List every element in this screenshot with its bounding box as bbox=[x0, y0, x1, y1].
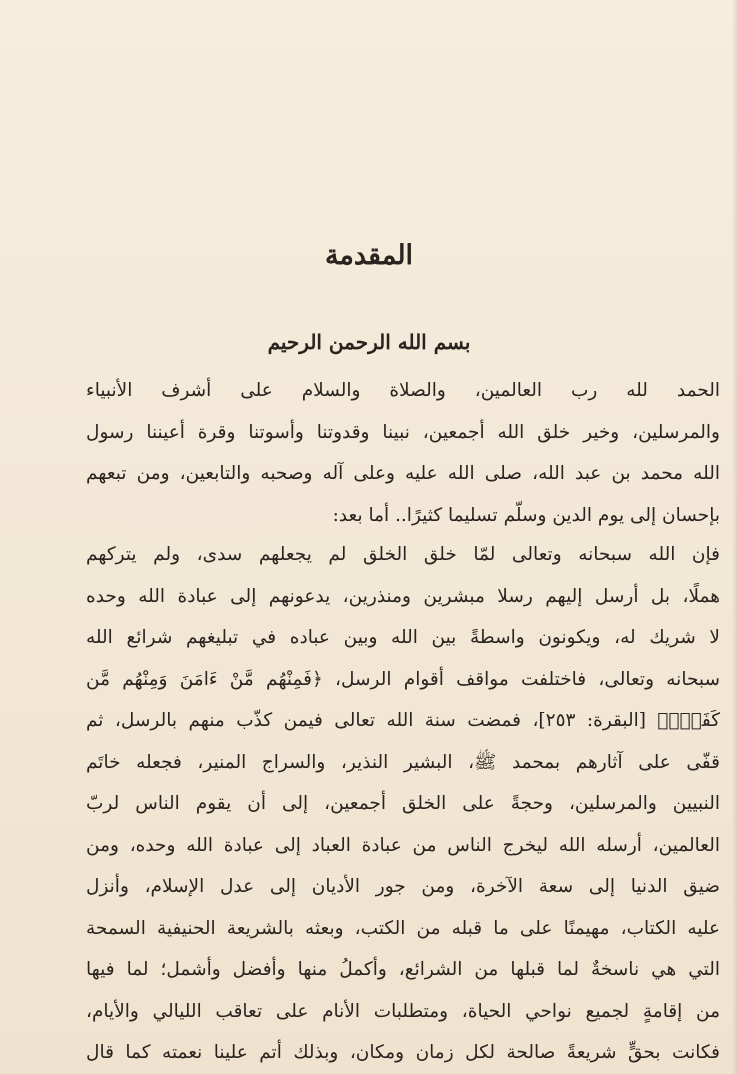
text-line: قفّى على آثارهم بمحمد ﷺ، البشير النذير، والسراج المنير، فجعله خاتَم bbox=[86, 751, 720, 773]
text-line: لا شريك له، ويكونون واسطةً بين الله وبين عباده في تبليغهم شرائع الله bbox=[86, 627, 720, 648]
text-line: كَفَرَۚ﴾ [البقرة: ٢٥٣]، فمضت سنة الله تعالى فيمن كذّب منهم بالرسل، ثم bbox=[86, 710, 720, 731]
text-line: الله محمد بن عبد الله، صلى الله عليه وعلى آله وصحبه والتابعين، ومن تبعهم bbox=[86, 463, 720, 484]
text-line: بإحسان إلى يوم الدين وسلّم تسليما كثيرًا.. أما بعد: bbox=[332, 504, 720, 526]
text-line: فكانت بحقٍّ شريعةً صالحة لكل زمان ومكان، وبذلك أتم علينا نعمته كما قال bbox=[86, 1042, 720, 1063]
basmala-heading: بسم الله الرحمن الرحيم bbox=[267, 330, 471, 354]
text-line: والمرسلين، وخير خلق الله أجمعين، نبينا وقدوتنا وأسوتنا وقرة أعيننا رسول bbox=[86, 421, 720, 443]
text-line: هملًا، بل أرسل إليهم رسلا مبشرين ومنذرين، يدعونهم إلى عبادة الله وحده bbox=[86, 585, 720, 607]
text-line: عليه الكتاب، مهيمنًا على ما قبله من الكتب، وبعثه بالشريعة الحنيفية السمحة bbox=[86, 917, 720, 939]
opening-paragraph bbox=[86, 370, 720, 536]
chapter-title: المقدمة bbox=[324, 240, 414, 271]
body-paragraph bbox=[86, 534, 720, 1074]
text-line: ضيق الدنيا إلى سعة الآخرة، ومن جور الأديان إلى عدل الإسلام، وأنزل bbox=[86, 876, 720, 897]
text-line: من إقامةٍ لجميع نواحي الحياة، ومتطلبات الأنام على تعاقب الليالي والأيام، bbox=[86, 1000, 720, 1022]
text-line: التي هي ناسخةٌ لما قبلها من الشرائع، وأكملُ منها وأفضل وأشمل؛ لما فيها bbox=[86, 959, 720, 980]
text-line: الحمد لله رب العالمين، والصلاة والسلام على أشرف الأنبياء bbox=[86, 380, 720, 401]
text-line: فإن الله سبحانه وتعالى لمّا خلق الخلق لم يجعلهم سدى، ولم يتركهم bbox=[86, 544, 720, 565]
text-line: العالمين، أرسله الله ليخرج الناس من عبادة العباد إلى عبادة الله وحده، ومن bbox=[86, 834, 720, 856]
text-line: سبحانه وتعالى، فاختلفت مواقف أقوام الرسل، ﴿فَمِنْهُم مَّنْ ءَامَنَ وَمِنْهُم مَّن bbox=[86, 668, 720, 690]
text-line: النبيين والمرسلين، وحجةً على الخلق أجمعين، إلى أن يقوم الناس لربّ bbox=[86, 793, 720, 814]
page-edge-shadow bbox=[732, 0, 738, 1074]
